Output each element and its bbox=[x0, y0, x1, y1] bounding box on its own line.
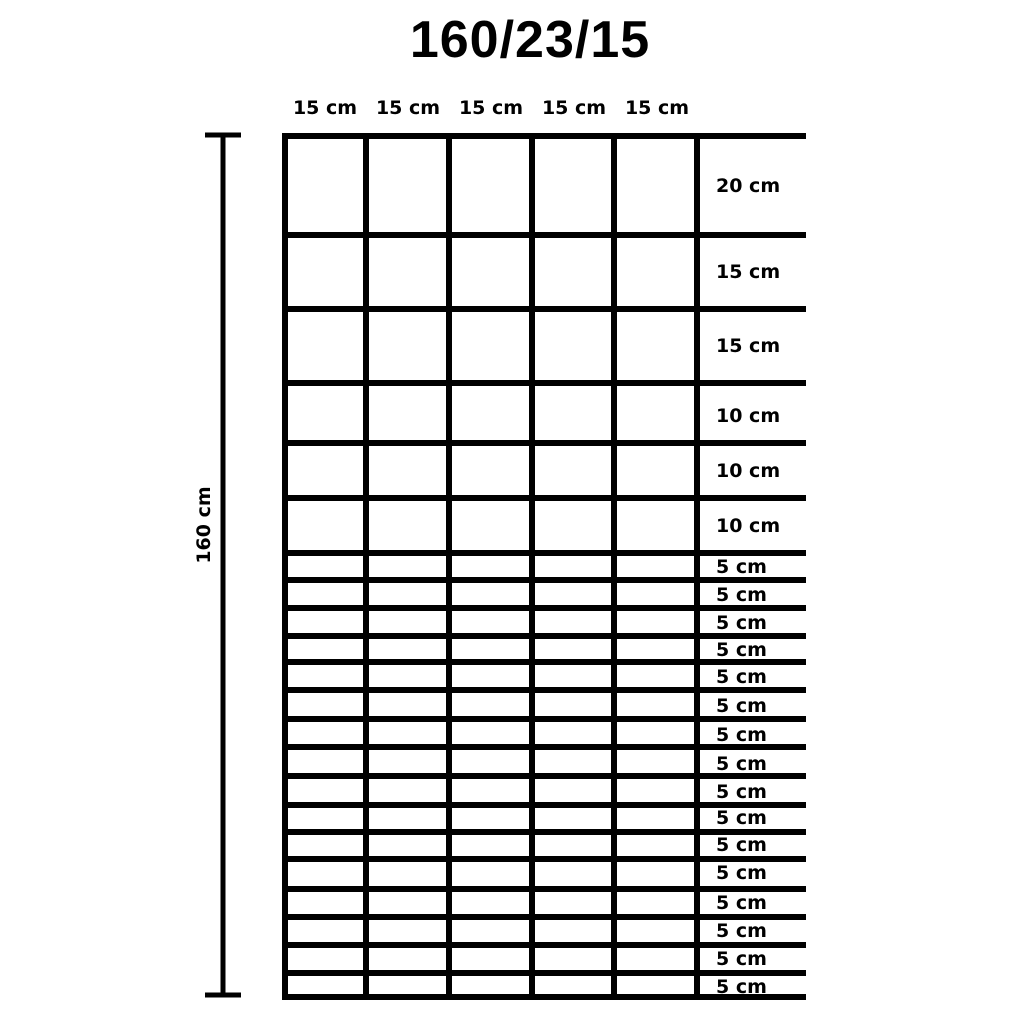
column-width-label: 15 cm bbox=[292, 97, 358, 119]
row-height-label: 5 cm bbox=[716, 807, 767, 829]
row-height-label: 5 cm bbox=[716, 639, 767, 661]
row-height-label: 10 cm bbox=[716, 515, 781, 537]
height-dimension-bar bbox=[205, 135, 241, 995]
row-height-label: 5 cm bbox=[716, 892, 767, 914]
fence-spec-title: 160/23/15 bbox=[409, 11, 651, 69]
row-height-label: 5 cm bbox=[716, 781, 767, 803]
row-height-label: 5 cm bbox=[716, 948, 767, 970]
row-height-label: 5 cm bbox=[716, 666, 767, 688]
vertical-wires bbox=[285, 133, 697, 1000]
column-width-label: 15 cm bbox=[375, 97, 441, 119]
row-height-label: 20 cm bbox=[716, 175, 781, 197]
column-width-label: 15 cm bbox=[458, 97, 524, 119]
row-height-label: 5 cm bbox=[716, 920, 767, 942]
row-height-label: 5 cm bbox=[716, 976, 767, 998]
row-height-label: 5 cm bbox=[716, 724, 767, 746]
column-width-label: 15 cm bbox=[624, 97, 690, 119]
row-height-label: 10 cm bbox=[716, 405, 781, 427]
row-height-label: 15 cm bbox=[716, 335, 781, 357]
row-height-label: 5 cm bbox=[716, 695, 767, 717]
row-height-label: 10 cm bbox=[716, 460, 781, 482]
row-height-label: 5 cm bbox=[716, 862, 767, 884]
row-height-label: 5 cm bbox=[716, 612, 767, 634]
row-height-label: 5 cm bbox=[716, 753, 767, 775]
total-height-label: 160 cm bbox=[193, 486, 215, 564]
row-height-label: 15 cm bbox=[716, 261, 781, 283]
row-height-label: 5 cm bbox=[716, 556, 767, 578]
column-width-label: 15 cm bbox=[541, 97, 607, 119]
row-height-label: 5 cm bbox=[716, 834, 767, 856]
row-height-label: 5 cm bbox=[716, 584, 767, 606]
